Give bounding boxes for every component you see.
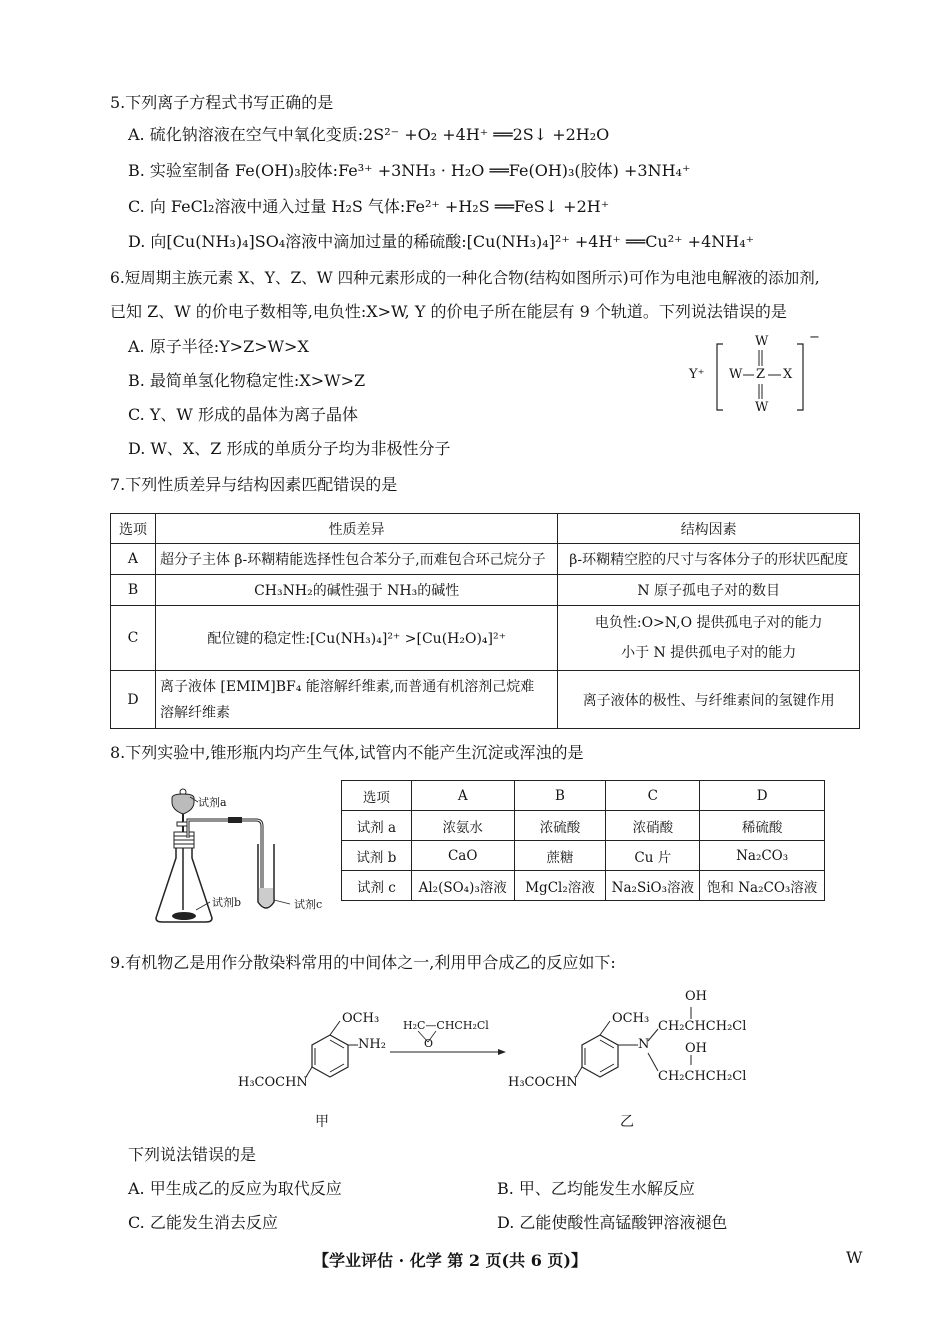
q5-stem: 5.下列离子方程式书写正确的是 <box>110 93 334 112</box>
row-option: B <box>111 575 156 606</box>
table-cell: Cu 片 <box>606 841 700 871</box>
table-cell: 饱和 Na₂CO₃溶液 <box>700 871 825 901</box>
table-cell: 稀硫酸 <box>700 811 825 841</box>
structure-charge: − <box>809 330 820 345</box>
q6-option-a: A. 原子半径:Y>Z>W>X <box>128 337 309 356</box>
header-cause: 结构因素 <box>558 514 860 544</box>
table-cell: 试剂 b <box>342 841 412 871</box>
q6-option-b: B. 最简单氢化物稳定性:X>W>Z <box>128 371 366 390</box>
table-row <box>111 575 860 606</box>
structure-w-top: W <box>755 334 769 349</box>
label-reagent-a: 试剂a <box>198 796 227 809</box>
structure-z: Z <box>756 367 766 382</box>
q8-stem: 8.下列实验中,锥形瓶内均产生气体,试管内不能产生沉淀或浑浊的是 <box>110 743 584 762</box>
q5-option-b: B. 实验室制备 Fe(OH)₃胶体:Fe³⁺ +3NH₃ · H₂O ══Fe(OH)₃(胶体) +3NH₄⁺ <box>128 161 691 180</box>
row-property-line1: 离子液体 [EMIM]BF₄ 能溶解纤维素,而普通有机溶剂己烷难 <box>159 678 535 695</box>
jia-amide: H₃COCHN <box>238 1075 308 1090</box>
header-property: 性质差异 <box>155 514 557 544</box>
yi-name: 乙 <box>620 1114 634 1130</box>
row-cause <box>558 606 860 671</box>
q8-apparatus-diagram <box>150 780 340 930</box>
q7-table <box>110 513 860 729</box>
structure-x: X <box>783 367 793 382</box>
table-cell: 浓氨水 <box>411 811 514 841</box>
table-header-row <box>111 514 860 544</box>
q6-stem-line2: 已知 Z、W 的价电子数相等,电负性:X>W, Y 的价电子所在能层有 9 个轨道。下列说法错误的是 <box>110 302 787 321</box>
q9-option-b: B. 甲、乙均能发生水解反应 <box>497 1179 695 1198</box>
table-row <box>342 871 825 901</box>
q9-option-a: A. 甲生成乙的反应为取代反应 <box>128 1179 342 1198</box>
structure-w-bottom: W <box>755 400 769 415</box>
table-cell: Na₂SiO₃溶液 <box>606 871 700 901</box>
row-cause-line2: 小于 N 提供孤电子对的能力 <box>621 645 797 661</box>
table-cell: 蔗糖 <box>514 841 606 871</box>
table-cell: 浓硝酸 <box>606 811 700 841</box>
yi-amide: H₃COCHN <box>508 1075 578 1090</box>
row-property: 超分子主体 β-环糊精能选择性包合苯分子,而难包合环己烷分子 <box>155 544 557 575</box>
table-row <box>111 544 860 575</box>
q9-stem: 9.有机物乙是用作分散染料常用的中间体之一,利用甲合成乙的反应如下: <box>110 953 616 972</box>
q9-option-c: C. 乙能发生消去反应 <box>128 1213 278 1232</box>
label-reagent-b: 试剂b <box>212 896 242 909</box>
table-row <box>342 841 825 871</box>
epoxide-oxygen: O <box>424 1037 434 1050</box>
q9-option-d: D. 乙能使酸性高锰酸钾溶液褪色 <box>497 1213 728 1232</box>
label-reagent-c: 试剂c <box>294 898 323 911</box>
jia-och3: OCH₃ <box>342 1011 380 1026</box>
version-code: W <box>846 1248 863 1267</box>
jia-nh2: NH₂ <box>358 1037 386 1052</box>
q7-stem: 7.下列性质差异与结构因素匹配错误的是 <box>110 475 398 494</box>
q6-structure-diagram <box>685 330 835 420</box>
q9-reaction-scheme <box>230 985 790 1130</box>
header-cell: D <box>700 781 825 811</box>
yi-oh-bottom: OH <box>685 1041 707 1056</box>
yi-och3: OCH₃ <box>612 1011 650 1026</box>
row-property <box>155 671 557 729</box>
structure-w-left: W <box>729 367 743 382</box>
q8-table <box>341 780 825 901</box>
row-cause: N 原子孤电子对的数目 <box>558 575 860 606</box>
table-cell: 试剂 c <box>342 871 412 901</box>
row-property: 配位键的稳定性:[Cu(NH₃)₄]²⁺ >[Cu(H₂O)₄]²⁺ <box>155 606 557 671</box>
table-cell: Na₂CO₃ <box>700 841 825 871</box>
yi-chain-top: CH₂CHCH₂Cl <box>658 1019 747 1034</box>
table-cell: 浓硫酸 <box>514 811 606 841</box>
q6-option-d: D. W、X、Z 形成的单质分子均为非极性分子 <box>128 439 451 458</box>
yi-nitrogen: N <box>638 1037 650 1052</box>
table-cell: MgCl₂溶液 <box>514 871 606 901</box>
q6-stem-line1: 6.短周期主族元素 X、Y、Z、W 四种元素形成的一种化合物(结构如图所示)可作为电池电解液的添加剂, <box>110 269 820 287</box>
epoxide-reagent: H₂C—CHCH₂Cl <box>403 1019 489 1032</box>
yi-chain-bottom: CH₂CHCH₂Cl <box>658 1069 747 1084</box>
table-row <box>342 811 825 841</box>
header-option: 选项 <box>111 514 156 544</box>
q5-option-a: A. 硫化钠溶液在空气中氧化变质:2S²⁻ +O₂ +4H⁺ ══2S↓ +2H₂O <box>128 125 610 144</box>
table-row <box>111 606 860 671</box>
row-cause: β-环糊精空腔的尺寸与客体分子的形状匹配度 <box>558 544 860 575</box>
table-cell: 试剂 a <box>342 811 412 841</box>
jia-name: 甲 <box>315 1114 329 1130</box>
row-property: CH₃NH₂的碱性强于 NH₃的碱性 <box>155 575 557 606</box>
row-option: C <box>111 606 156 671</box>
q9-question: 下列说法错误的是 <box>128 1145 257 1164</box>
header-cell: 选项 <box>342 781 412 811</box>
table-header-row <box>342 781 825 811</box>
yi-oh-top: OH <box>685 989 707 1004</box>
table-cell: Al₂(SO₄)₃溶液 <box>411 871 514 901</box>
table-row <box>111 671 860 729</box>
row-option: A <box>111 544 156 575</box>
q6-option-c: C. Y、W 形成的晶体为离子晶体 <box>128 405 358 424</box>
row-cause: 离子液体的极性、与纤维素间的氢键作用 <box>558 671 860 729</box>
header-cell: B <box>514 781 606 811</box>
page-footer: 【学业评估 · 化学 第 2 页(共 6 页)】 <box>313 1251 587 1270</box>
q5-option-d: D. 向[Cu(NH₃)₄]SO₄溶液中滴加过量的稀硫酸:[Cu(NH₃)₄]²⁺ +4H⁺ ══Cu²⁺ +4NH₄⁺ <box>128 232 755 251</box>
row-option: D <box>111 671 156 729</box>
header-cell: C <box>606 781 700 811</box>
row-cause-line1: 电负性:O>N,O 提供孤电子对的能力 <box>594 615 823 631</box>
reaction-bonds <box>230 985 790 1130</box>
header-cell: A <box>411 781 514 811</box>
structure-cation: Y⁺ <box>689 367 705 382</box>
row-property-line2: 溶解纤维素 <box>159 704 230 721</box>
table-cell: CaO <box>411 841 514 871</box>
q5-option-c: C. 向 FeCl₂溶液中通入过量 H₂S 气体:Fe²⁺ +H₂S ══FeS↓ +2H⁺ <box>128 197 610 216</box>
